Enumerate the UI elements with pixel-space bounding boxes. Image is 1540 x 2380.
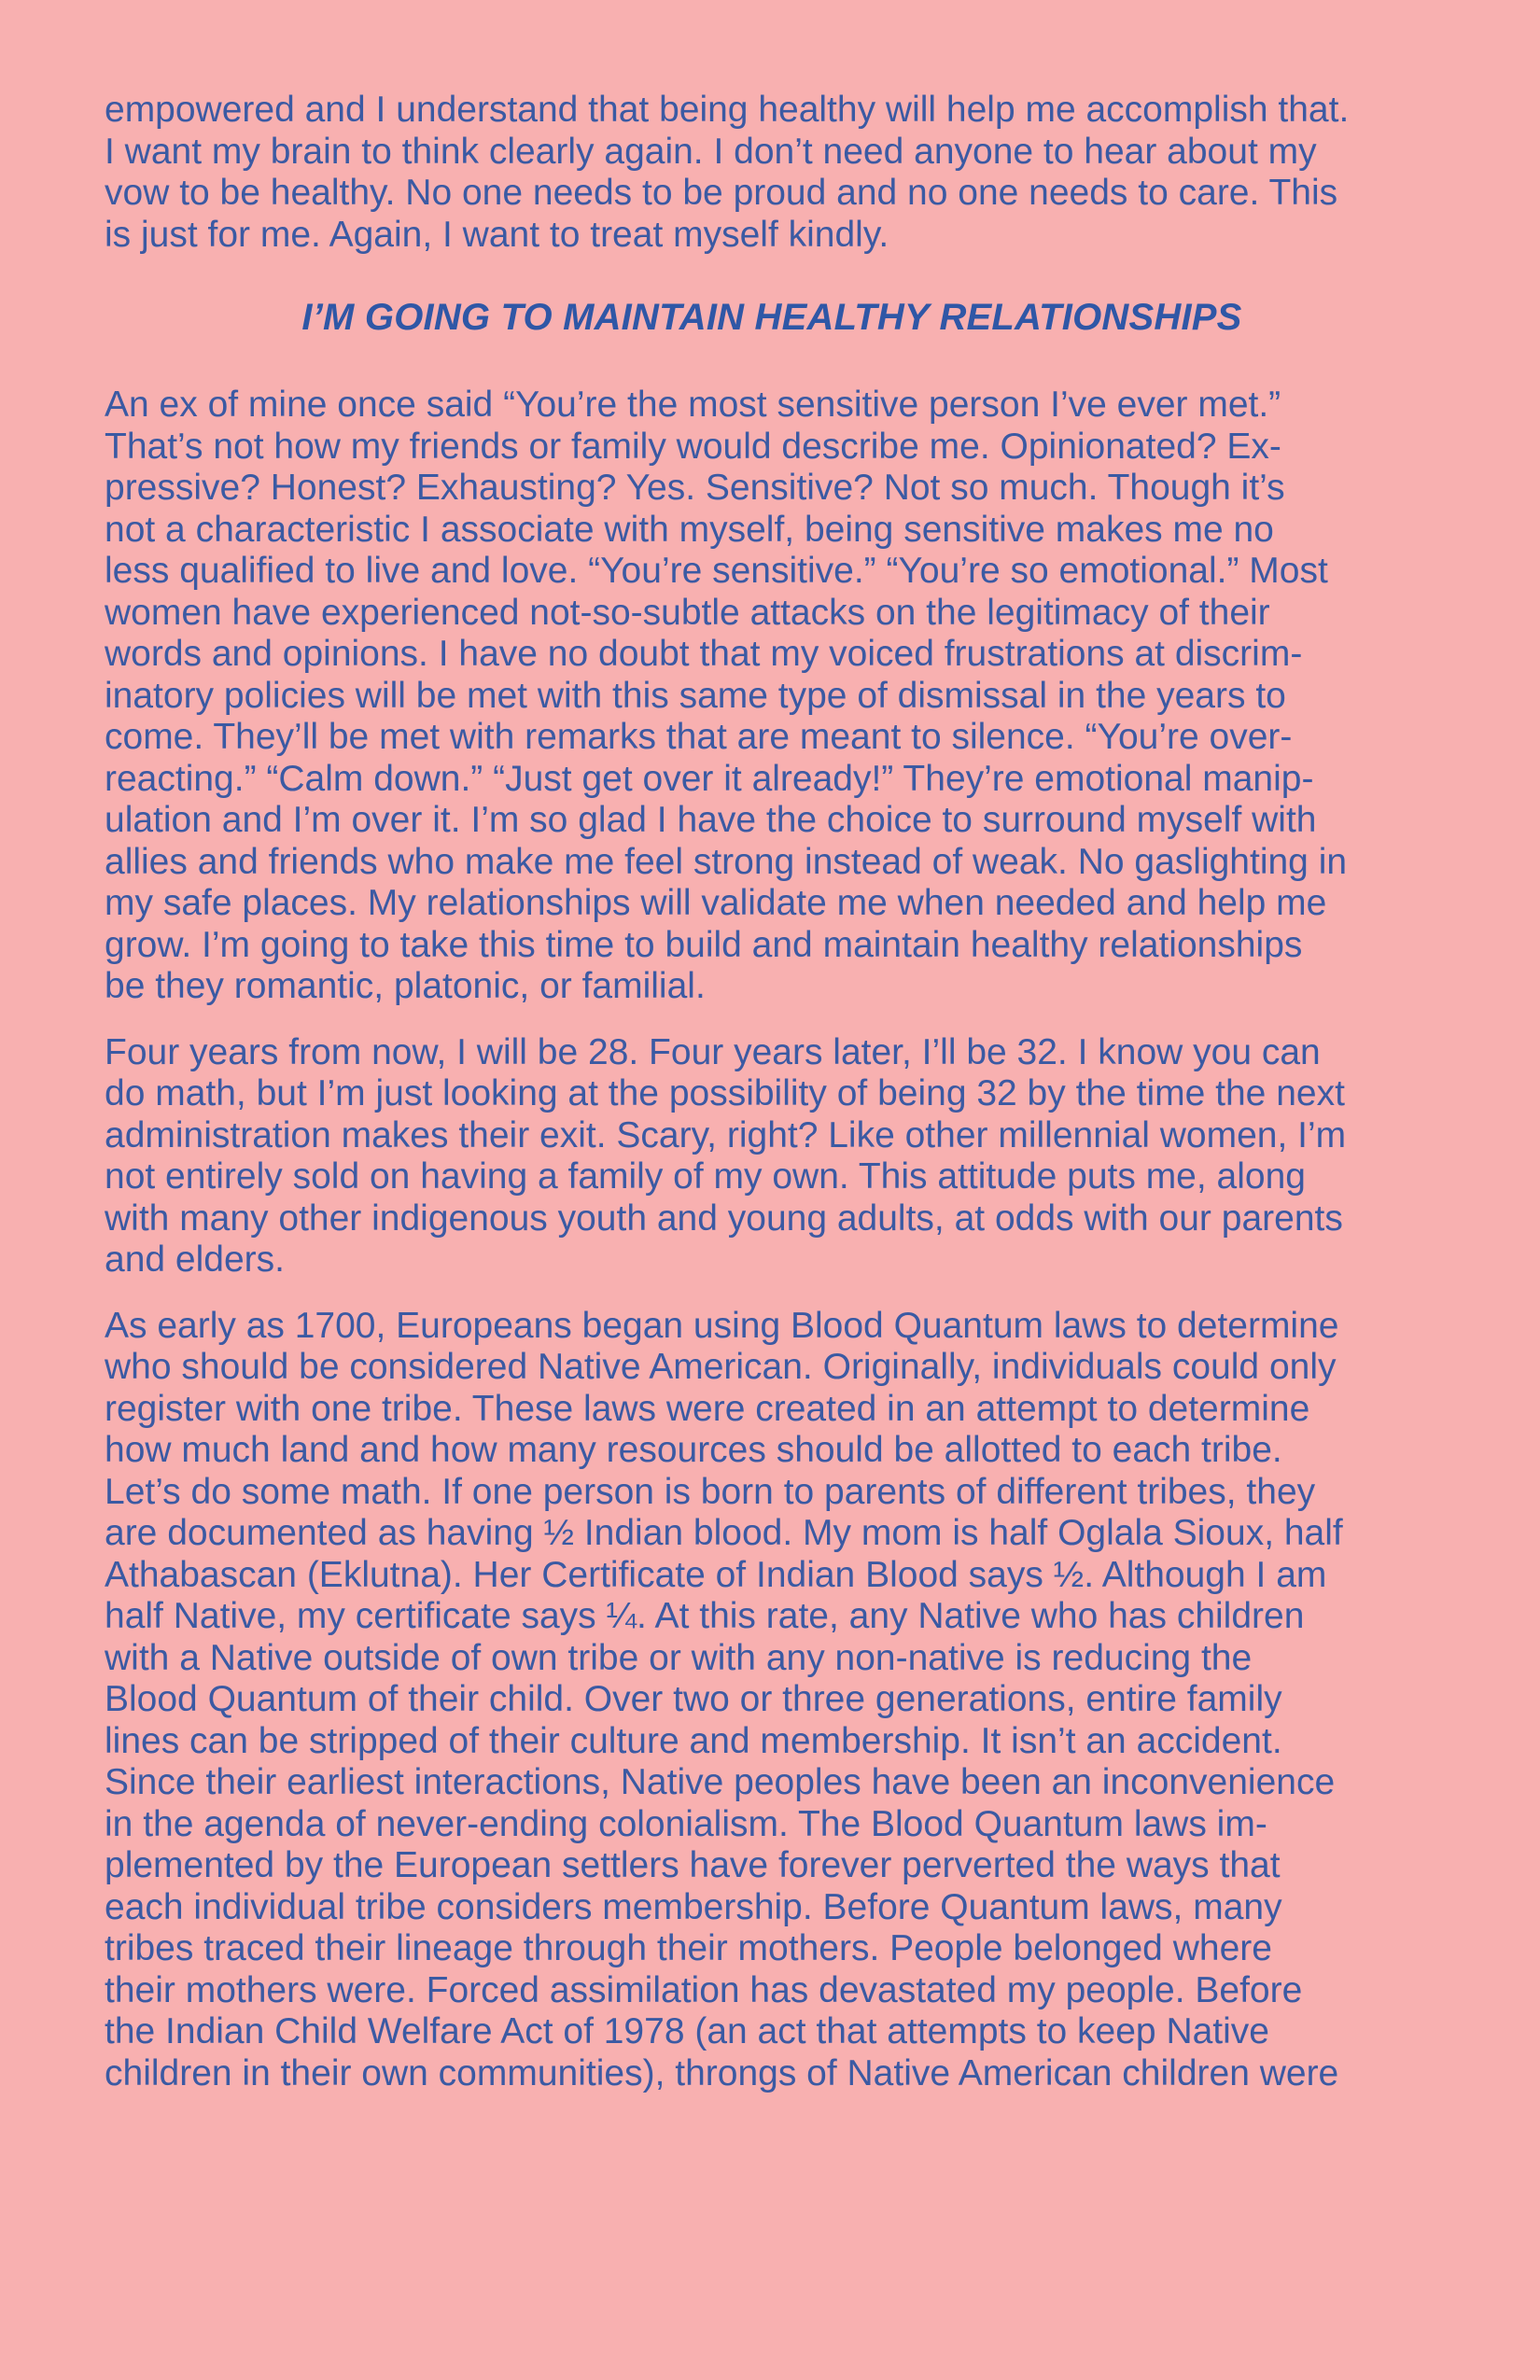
text-line: their mothers were. Forced assimilation has devastated my people. Before (105, 1969, 1303, 2010)
text-line: and elders. (105, 1239, 285, 1280)
text-line: women have experienced not-so-subtle attacks on the legitimacy of their (105, 592, 1270, 633)
text-line: come. They’ll be met with remarks that are meant to silence. “You’re over- (105, 717, 1293, 757)
text-line: lines can be stripped of their culture and membership. It isn’t an accident. (105, 1720, 1282, 1761)
text-line: administration makes their exit. Scary, right? Like other millennial women, I’m (105, 1114, 1347, 1155)
paragraph-intro (105, 90, 1439, 256)
text-line: the Indian Child Welfare Act of 1978 (an act that attempts to keep Native (105, 2011, 1269, 2051)
text-line: who should be considered Native American. Originally, individuals could only (105, 1347, 1337, 1387)
text-line: inatory policies will be met with this same type of dismissal in the years to (105, 675, 1286, 716)
text-line: not entirely sold on having a family of my own. This attitude puts me, along (105, 1156, 1306, 1197)
text-line: with many other indigenous youth and young adults, at odds with our parents (105, 1197, 1343, 1239)
paragraph-blood-quantum (105, 1306, 1439, 2095)
text-line: are documented as having ½ Indian blood. My mom is half Oglala Sioux, half (105, 1513, 1343, 1553)
text-line: less qualified to live and love. “You’re sensitive.” “You’re so emotional.” Most (105, 551, 1328, 591)
text-line: As early as 1700, Europeans began using Blood Quantum laws to determine (105, 1305, 1339, 1346)
text-line: allies and friends who make me feel strong instead of weak. No gaslighting in (105, 841, 1348, 882)
text-line: Blood Quantum of their child. Over two or three generations, entire family (105, 1679, 1282, 1719)
text-line: register with one tribe. These laws were created in an attempt to determine (105, 1388, 1310, 1429)
text-line: children in their own communities), throngs of Native American children were (105, 2052, 1339, 2093)
paragraph-four-years (105, 1032, 1439, 1281)
text-line: Since their earliest interactions, Native peoples have been an inconvenience (105, 1762, 1336, 1802)
text-line: is just for me. Again, I want to treat myself kindly. (105, 214, 889, 255)
text-line: Athabascan (Eklutna). Her Certificate of Indian Blood says ½. Although I am (105, 1554, 1327, 1595)
text-line: pressive? Honest? Exhausting? Yes. Sensitive? Not so much. Though it’s (105, 468, 1285, 508)
text-line: do math, but I’m just looking at the possibility of being 32 by the time the next (105, 1073, 1345, 1113)
paragraph-relationships (105, 385, 1439, 1008)
text-line: empowered and I understand that being healthy will help me accomplish that. (105, 90, 1350, 130)
text-line: Let’s do some math. If one person is born to parents of different tribes, they (105, 1471, 1316, 1512)
section-heading: I’M GOING TO MAINTAIN HEALTHY RELATIONSHIPS (301, 297, 1242, 338)
document-page (105, 90, 1439, 2119)
text-line: grow. I’m going to take this time to build and maintain healthy relationships (105, 924, 1303, 965)
text-line: I want my brain to think clearly again. I don’t need anyone to hear about my (105, 131, 1317, 172)
text-line: Four years from now, I will be 28. Four years later, I’ll be 32. I know you can (105, 1031, 1321, 1072)
text-line: An ex of mine once said “You’re the most sensitive person I’ve ever met.” (105, 385, 1281, 425)
text-line: my safe places. My relationships will validate me when needed and help me (105, 883, 1327, 923)
text-line: ulation and I’m over it. I’m so glad I have the choice to surround myself with (105, 800, 1317, 840)
text-line: tribes traced their lineage through their mothers. People belonged where (105, 1928, 1272, 1968)
text-line: reacting.” “Calm down.” “Just get over it already!” They’re emotional manip- (105, 758, 1314, 799)
text-line: That’s not how my friends or family would describe me. Opinionated? Ex- (105, 426, 1281, 467)
text-line: vow to be healthy. No one needs to be proud and no one needs to care. This (105, 173, 1338, 213)
text-line: with a Native outside of own tribe or with any non-native is reducing the (105, 1637, 1253, 1678)
text-line: half Native, my certificate says ¼. At this rate, any Native who has children (105, 1596, 1305, 1636)
text-line: each individual tribe considers membership. Before Quantum laws, many (105, 1886, 1282, 1927)
text-line: in the agenda of never-ending colonialism. The Blood Quantum laws im- (105, 1803, 1267, 1844)
text-line: be they romantic, platonic, or familial. (105, 966, 706, 1006)
text-line: not a characteristic I associate with myself, being sensitive makes me no (105, 509, 1274, 550)
text-line: words and opinions. I have no doubt that my voiced frustrations at discrim- (105, 634, 1303, 674)
text-line: how much land and how many resources should be allotted to each tribe. (105, 1430, 1282, 1470)
text-line: plemented by the European settlers have forever perverted the ways that (105, 1845, 1281, 1885)
